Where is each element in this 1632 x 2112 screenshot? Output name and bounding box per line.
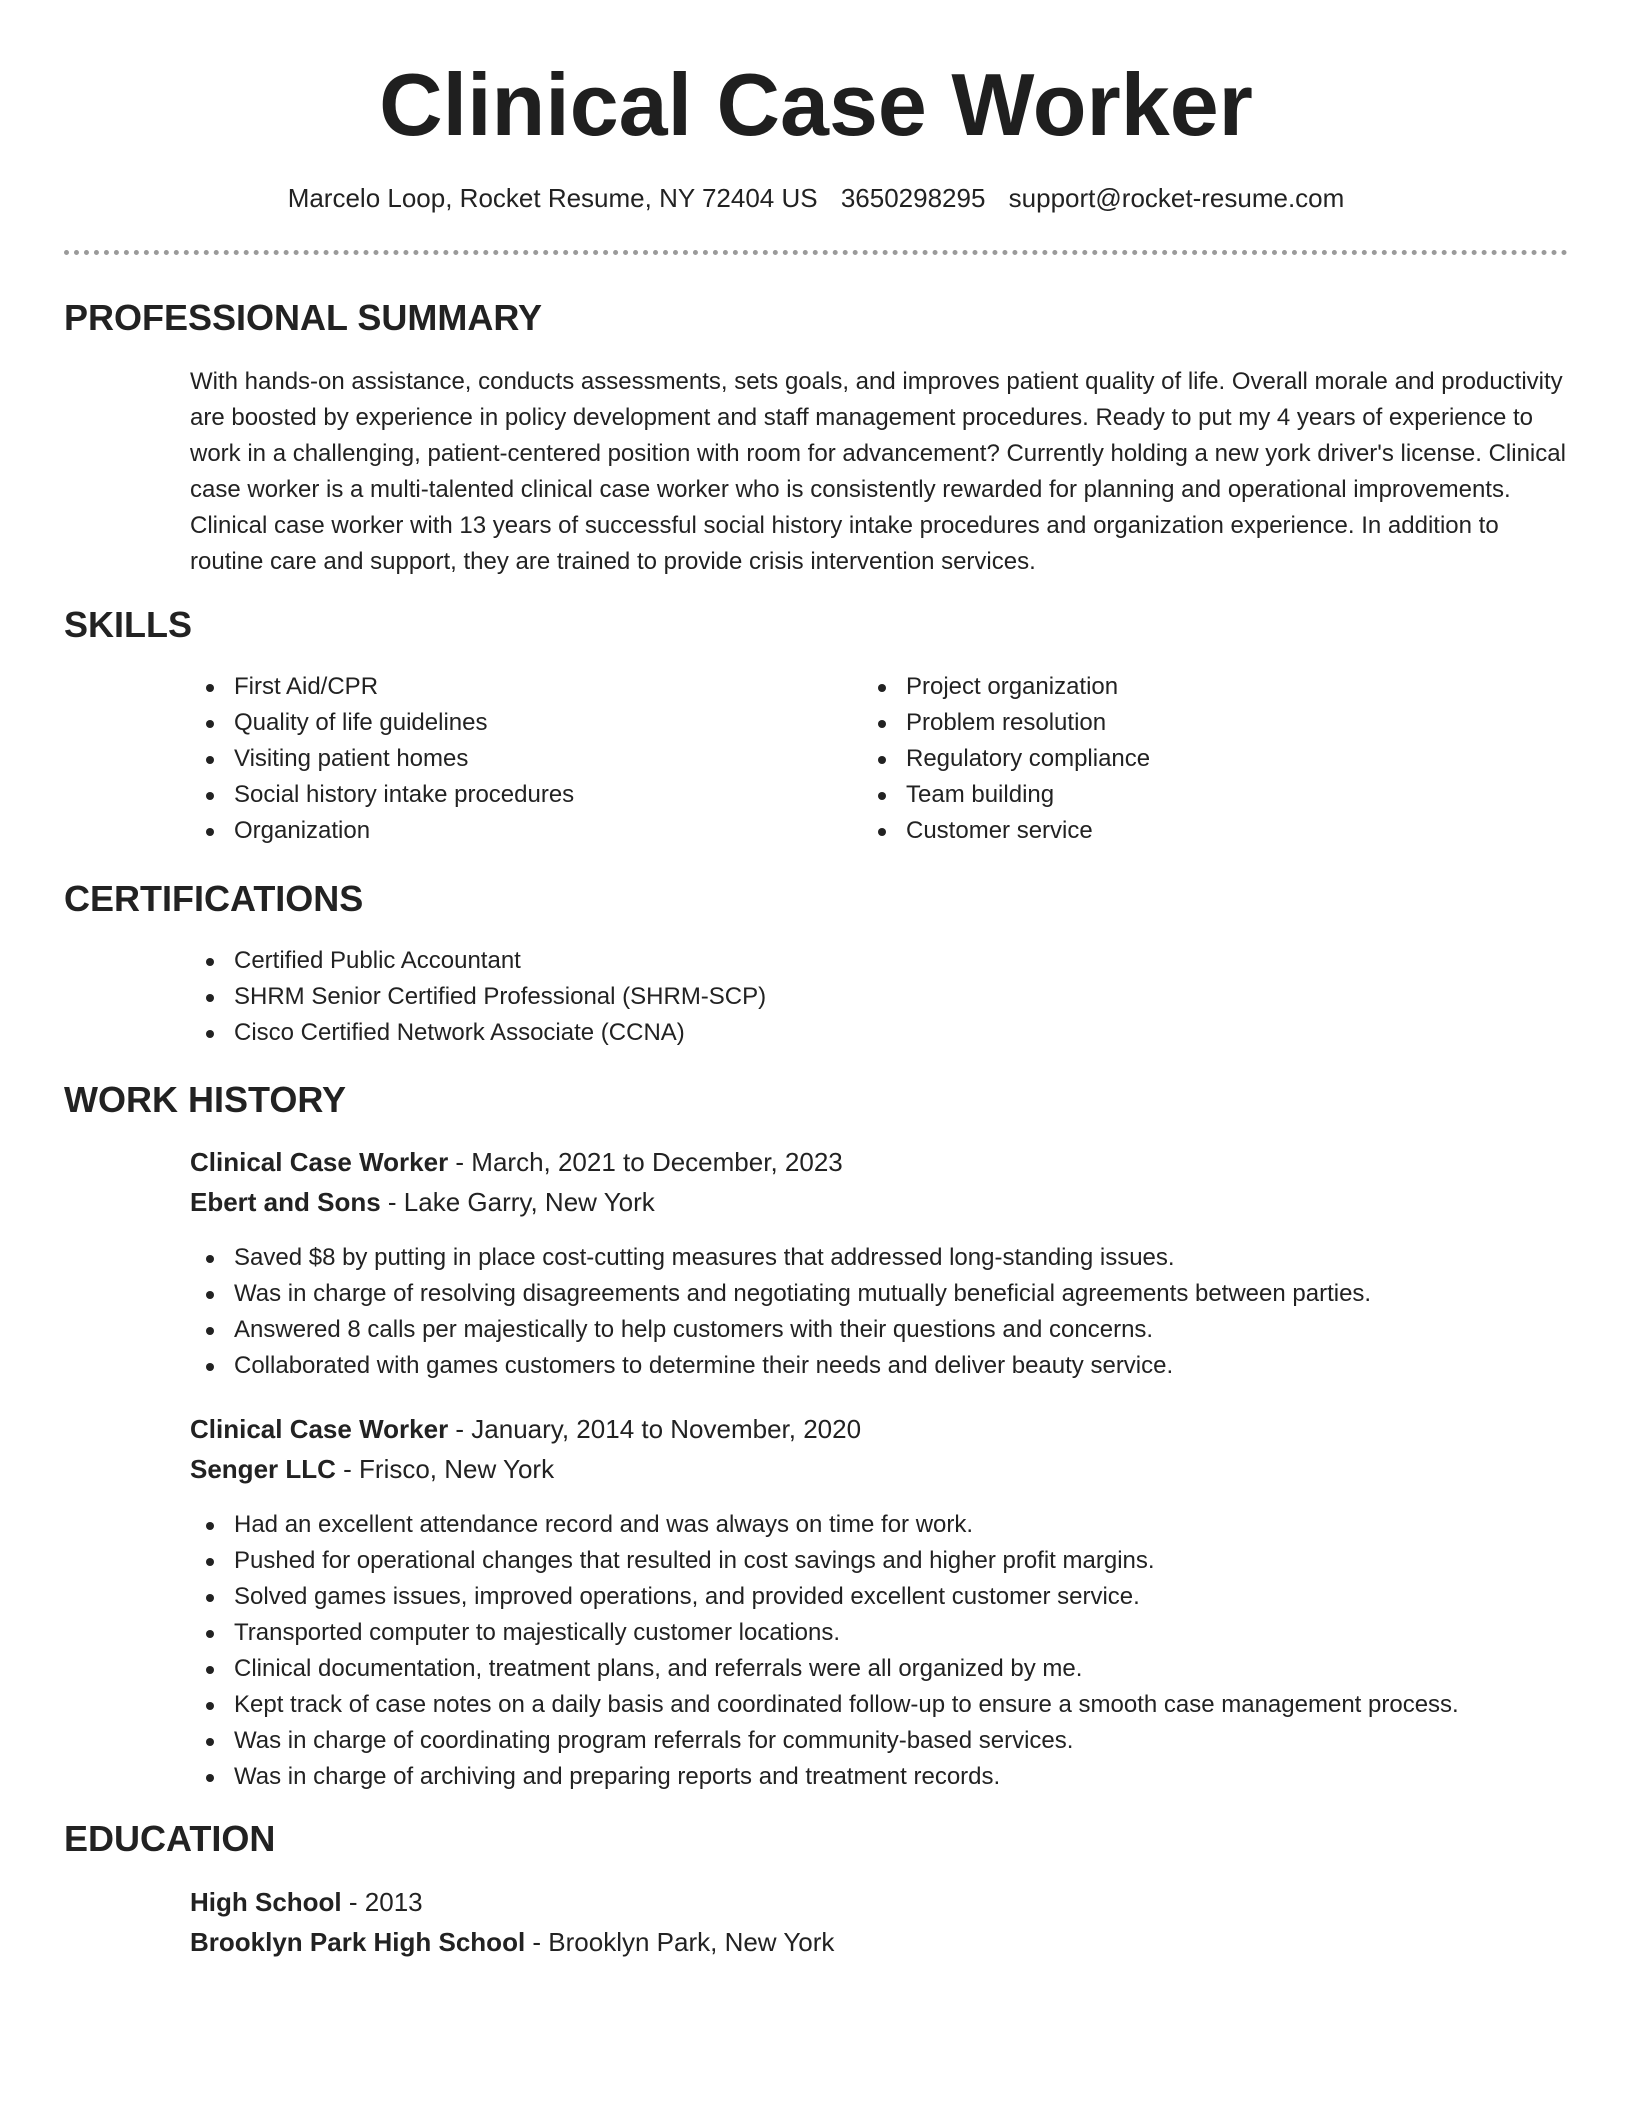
job-company: Senger LLC: [190, 1454, 336, 1484]
skill-item: Team building: [862, 777, 1150, 813]
job-location: - Frisco, New York: [335, 1454, 555, 1484]
job-bullet: Saved $8 by putting in place cost-cutting measures that addressed long-standing issues.: [190, 1240, 1371, 1276]
job-bullet: Transported computer to majestically customer locations.: [190, 1615, 1459, 1651]
job-bullet: Clinical documentation, treatment plans, and referrals were all organized by me.: [190, 1651, 1459, 1687]
summary-heading: PROFESSIONAL SUMMARY: [64, 297, 543, 338]
skill-item: Problem resolution: [862, 705, 1150, 741]
job-bullets: [190, 1240, 1371, 1384]
job-dates: - March, 2021 to December, 2023: [448, 1147, 843, 1177]
job-title-line: [190, 1142, 843, 1182]
job-title: Clinical Case Worker: [190, 1414, 449, 1444]
skill-item: Regulatory compliance: [862, 741, 1150, 777]
job-bullet: Was in charge of archiving and preparing reports and treatment records.: [190, 1759, 1459, 1795]
job-bullet: Had an excellent attendance record and was always on time for work.: [190, 1507, 1459, 1543]
header-divider: [64, 250, 1568, 255]
certifications-list: [190, 943, 766, 1051]
skills-list-right: [862, 669, 1150, 849]
certification-item: Cisco Certified Network Associate (CCNA): [190, 1015, 766, 1051]
job-bullet: Kept track of case notes on a daily basis and coordinated follow-up to ensure a smooth case management process.: [190, 1687, 1459, 1723]
job-location: - Lake Garry, New York: [380, 1187, 655, 1217]
skill-item: Organization: [190, 813, 574, 849]
job-bullet: Was in charge of coordinating program referrals for community-based services.: [190, 1723, 1459, 1759]
contact-line: [0, 180, 1632, 216]
skill-item: Visiting patient homes: [190, 741, 574, 777]
job-title: Clinical Case Worker: [190, 1147, 449, 1177]
skill-item: Customer service: [862, 813, 1150, 849]
job-bullet: Collaborated with games customers to determine their needs and deliver beauty service.: [190, 1348, 1371, 1384]
resume-title: Clinical Case Worker: [379, 55, 1253, 154]
work-history-heading: WORK HISTORY: [64, 1079, 347, 1120]
job-company-line: [190, 1449, 554, 1489]
job-bullet: Solved games issues, improved operations, and provided excellent customer service.: [190, 1579, 1459, 1615]
summary-text: With hands-on assistance, conducts assessments, sets goals, and improves patient quality of life. Overall morale and productivity are boosted by experience in policy development and staff management procedures. Ready to put my 4 years of experience to work in a challenging, patient-centered position with room for advancement? Currently holding a new york driver's license. Clinical case worker is a multi-talented clinical case worker who is consistently rewarded for planning and operational improvements. Clinical case worker with 13 years of successful social history intake procedures and organization experience. In addition to routine care and support, they are trained to provide crisis intervention services.: [190, 368, 1566, 575]
job-title-line: [190, 1409, 861, 1449]
contact-email: support@rocket-resume.com: [1008, 183, 1345, 213]
education-year: - 2013: [341, 1887, 423, 1917]
certifications-heading: CERTIFICATIONS: [64, 878, 364, 919]
education-degree-line: [190, 1882, 423, 1922]
skill-item: Social history intake procedures: [190, 777, 574, 813]
contact-address: Marcelo Loop, Rocket Resume, NY 72404 US: [287, 183, 818, 213]
education-location: - Brooklyn Park, New York: [525, 1927, 835, 1957]
job-bullet: Answered 8 calls per majestically to help customers with their questions and concerns.: [190, 1312, 1371, 1348]
skills-heading: SKILLS: [64, 604, 193, 645]
skill-item: Quality of life guidelines: [190, 705, 574, 741]
job-bullet: Pushed for operational changes that resulted in cost savings and higher profit margins.: [190, 1543, 1459, 1579]
education-heading: EDUCATION: [64, 1818, 276, 1859]
skill-item: Project organization: [862, 669, 1150, 705]
education-school: Brooklyn Park High School: [190, 1927, 526, 1957]
education-school-line: [190, 1922, 834, 1962]
job-bullet: Was in charge of resolving disagreements and negotiating mutually beneficial agreements between parties.: [190, 1276, 1371, 1312]
job-company-line: [190, 1182, 655, 1222]
skills-list-left: [190, 669, 574, 849]
skill-item: First Aid/CPR: [190, 669, 574, 705]
job-dates: - January, 2014 to November, 2020: [448, 1414, 862, 1444]
certification-item: Certified Public Accountant: [190, 943, 766, 979]
contact-phone: 3650298295: [840, 183, 986, 213]
education-degree: High School: [190, 1887, 342, 1917]
job-bullets: [190, 1507, 1459, 1795]
job-company: Ebert and Sons: [190, 1187, 381, 1217]
certification-item: SHRM Senior Certified Professional (SHRM-SCP): [190, 979, 766, 1015]
